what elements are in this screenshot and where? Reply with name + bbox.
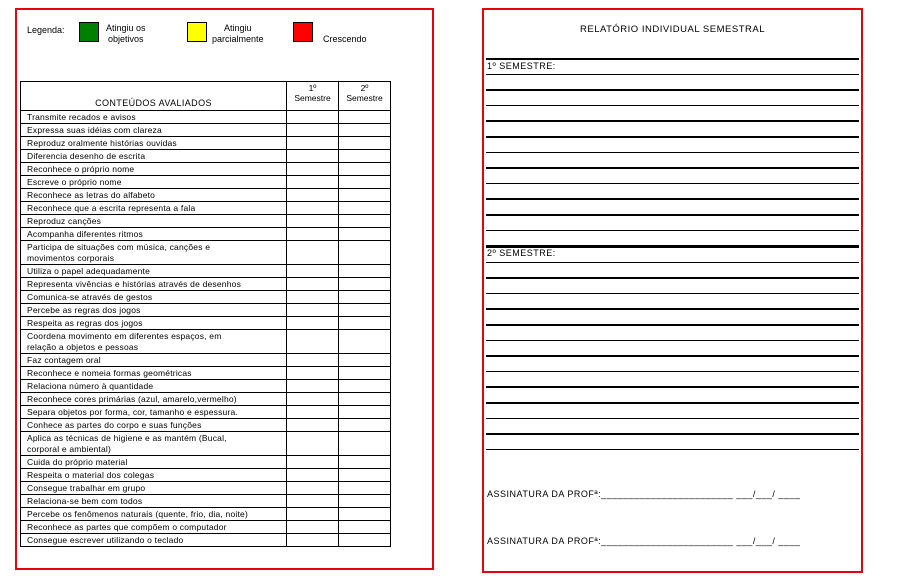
semester1-cell[interactable]: [287, 150, 339, 163]
evaluation-page: [15, 8, 434, 570]
semester2-cell[interactable]: [339, 432, 391, 456]
semester2-cell[interactable]: [339, 393, 391, 406]
content-item: Relaciona-se bem com todos: [21, 495, 287, 508]
semester1-cell[interactable]: [287, 163, 339, 176]
writing-line: [486, 214, 859, 216]
semester2-cell[interactable]: [339, 469, 391, 482]
semester1-cell[interactable]: [287, 367, 339, 380]
writing-line: [486, 277, 859, 279]
content-item: Reproduz canções: [21, 215, 287, 228]
semester2-cell[interactable]: [339, 354, 391, 367]
content-column-header: CONTEÚDOS AVALIADOS: [21, 82, 287, 111]
table-row: [21, 163, 391, 176]
content-item: Escreve o próprio nome: [21, 176, 287, 189]
semester1-label: 1º SEMESTRE:: [487, 61, 556, 71]
semester2-cell[interactable]: [339, 482, 391, 495]
writing-line: [486, 89, 859, 91]
semester1-cell[interactable]: [287, 202, 339, 215]
writing-line: [486, 371, 859, 373]
table-row: [21, 469, 391, 482]
writing-line: [486, 198, 859, 200]
content-item: Respeita o material dos colegas: [21, 469, 287, 482]
semester2-cell[interactable]: [339, 304, 391, 317]
semester1-cell[interactable]: [287, 469, 339, 482]
table-row: [21, 228, 391, 241]
writing-line: [486, 402, 859, 404]
content-item: Reproduz oralmente histórias ouvidas: [21, 137, 287, 150]
table-row: [21, 265, 391, 278]
semester1-cell[interactable]: [287, 380, 339, 393]
semester1-cell[interactable]: [287, 406, 339, 419]
semester1-column-header: 1º Semestre: [287, 82, 339, 111]
legend-title: Legenda:: [27, 25, 65, 35]
semester2-cell[interactable]: [339, 137, 391, 150]
table-row: [21, 137, 391, 150]
writing-line: [486, 74, 859, 76]
content-item: Utiliza o papel adequadamente: [21, 265, 287, 278]
semester2-column-header: 2º Semestre: [339, 82, 391, 111]
red-swatch: [293, 22, 313, 42]
semester1-cell[interactable]: [287, 111, 339, 124]
table-row: [21, 521, 391, 534]
table-row: [21, 495, 391, 508]
semester2-cell[interactable]: [339, 202, 391, 215]
semester1-cell[interactable]: [287, 317, 339, 330]
semester2-cell[interactable]: [339, 534, 391, 547]
content-item: Faz contagem oral: [21, 354, 287, 367]
legend-label-growing: Crescendo: [323, 34, 367, 44]
writing-line: [486, 308, 859, 310]
table-row: [21, 456, 391, 469]
semester2-cell[interactable]: [339, 291, 391, 304]
table-row: [21, 317, 391, 330]
content-item: Reconhece as letras do alfabeto: [21, 189, 287, 202]
table-row: [21, 150, 391, 163]
writing-line: [486, 167, 859, 169]
report-page: [482, 8, 863, 573]
semester1-cell[interactable]: [287, 354, 339, 367]
semester2-cell[interactable]: [339, 228, 391, 241]
writing-line: [486, 262, 859, 264]
writing-line: [486, 386, 859, 388]
semester1-cell[interactable]: [287, 393, 339, 406]
content-item: Representa vivências e histórias através de desenhos: [21, 278, 287, 291]
table-row: [21, 393, 391, 406]
semester2-cell[interactable]: [339, 265, 391, 278]
table-row: [21, 304, 391, 317]
evaluation-table-body: [21, 111, 391, 547]
writing-line: [486, 449, 859, 451]
semester1-cell[interactable]: [287, 278, 339, 291]
semester2-cell[interactable]: [339, 278, 391, 291]
writing-line: [486, 136, 859, 138]
table-row: [21, 508, 391, 521]
content-item: Reconhece e nomeia formas geométricas: [21, 367, 287, 380]
content-item: Coordena movimento em diferentes espaços, em relação a objetos e pessoas: [21, 330, 287, 354]
semester1-cell[interactable]: [287, 419, 339, 432]
content-item: Reconhece o próprio nome: [21, 163, 287, 176]
semester1-cell[interactable]: [287, 228, 339, 241]
semester1-cell[interactable]: [287, 482, 339, 495]
content-item: Comunica-se através de gestos: [21, 291, 287, 304]
semester2-label: 2º SEMESTRE:: [487, 248, 556, 258]
table-row: [21, 124, 391, 137]
table-row: [21, 432, 391, 456]
semester2-cell[interactable]: [339, 521, 391, 534]
semester2-cell[interactable]: [339, 215, 391, 228]
report-title: RELATÓRIO INDIVIDUAL SEMESTRAL: [580, 24, 765, 35]
semester1-cell[interactable]: [287, 241, 339, 265]
content-item: Consegue trabalhar em grupo: [21, 482, 287, 495]
semester1-cell[interactable]: [287, 330, 339, 354]
content-item: Relaciona número à quantidade: [21, 380, 287, 393]
writing-line: [486, 183, 859, 185]
content-item: Reconhece que a escrita representa a fala: [21, 202, 287, 215]
signature-line-2[interactable]: ASSINATURA DA PROFª:________________________ ___/___/ ____: [487, 536, 801, 546]
table-row: [21, 419, 391, 432]
table-row: [21, 406, 391, 419]
semester1-cell[interactable]: [287, 137, 339, 150]
table-row: [21, 111, 391, 124]
semester1-cell[interactable]: [287, 215, 339, 228]
semester1-cell[interactable]: [287, 495, 339, 508]
semester2-cell[interactable]: [339, 163, 391, 176]
table-row: [21, 215, 391, 228]
semester2-cell[interactable]: [339, 419, 391, 432]
evaluation-table: [20, 81, 391, 547]
writing-line: [486, 120, 859, 122]
semester1-cell[interactable]: [287, 176, 339, 189]
content-item: Separa objetos por forma, cor, tamanho e espessura.: [21, 406, 287, 419]
semester1-cell[interactable]: [287, 291, 339, 304]
writing-line: [486, 105, 859, 107]
content-item: Diferencia desenho de escrita: [21, 150, 287, 163]
semester2-cell[interactable]: [339, 367, 391, 380]
content-item: Transmite recados e avisos: [21, 111, 287, 124]
content-item: Respeita as regras dos jogos: [21, 317, 287, 330]
yellow-swatch: [187, 22, 207, 42]
writing-line: [486, 152, 859, 154]
semester1-cell[interactable]: [287, 534, 339, 547]
table-row: [21, 367, 391, 380]
semester2-cell[interactable]: [339, 495, 391, 508]
content-item: Aplica as técnicas de higiene e as mantém (Bucal, corporal e ambiental): [21, 432, 287, 456]
semester2-cell[interactable]: [339, 380, 391, 393]
signature-line-1[interactable]: ASSINATURA DA PROFª:________________________ ___/___/ ____: [487, 489, 801, 499]
table-row: [21, 189, 391, 202]
content-item: Reconhece as partes que compõem o computador: [21, 521, 287, 534]
semester2-cell[interactable]: [339, 189, 391, 202]
semester1-cell[interactable]: [287, 456, 339, 469]
writing-line: [486, 58, 859, 60]
writing-line: [486, 433, 859, 435]
writing-line: [486, 293, 859, 295]
writing-line: [486, 418, 859, 420]
table-row: [21, 534, 391, 547]
semester1-cell[interactable]: [287, 521, 339, 534]
content-item: Expressa suas idéias com clareza: [21, 124, 287, 137]
semester1-cell[interactable]: [287, 508, 339, 521]
table-row: [21, 202, 391, 215]
writing-line: [486, 355, 859, 357]
semester2-cell[interactable]: [339, 241, 391, 265]
content-item: Cuida do próprio material: [21, 456, 287, 469]
legend-label-partial: Atingiu parcialmente: [212, 23, 264, 44]
legend-label-achieved: Atingiu os objetivos: [106, 23, 146, 44]
semester1-cell[interactable]: [287, 189, 339, 202]
writing-line: [486, 230, 859, 232]
green-swatch: [79, 22, 99, 42]
semester1-cell[interactable]: [287, 432, 339, 456]
content-item: Reconhece cores primárias (azul, amarelo,vermelho): [21, 393, 287, 406]
writing-line: [486, 324, 859, 326]
semester2-cell[interactable]: [339, 150, 391, 163]
writing-line: [486, 340, 859, 342]
content-item: Conhece as partes do corpo e suas funções: [21, 419, 287, 432]
semester2-cell[interactable]: [339, 317, 391, 330]
content-item: Percebe os fenômenos naturais (quente, frio, dia, noite): [21, 508, 287, 521]
table-row: [21, 380, 391, 393]
semester2-cell[interactable]: [339, 456, 391, 469]
semester2-cell[interactable]: [339, 330, 391, 354]
semester2-cell[interactable]: [339, 508, 391, 521]
table-row: [21, 330, 391, 354]
semester2-cell[interactable]: [339, 406, 391, 419]
table-row: [21, 241, 391, 265]
table-row: [21, 291, 391, 304]
table-row: [21, 278, 391, 291]
semester1-cell[interactable]: [287, 124, 339, 137]
content-item: Acompanha diferentes ritmos: [21, 228, 287, 241]
semester1-cell[interactable]: [287, 304, 339, 317]
table-row: [21, 354, 391, 367]
semester2-cell[interactable]: [339, 111, 391, 124]
semester2-cell[interactable]: [339, 124, 391, 137]
semester1-cell[interactable]: [287, 265, 339, 278]
content-item: Participa de situações com música, canções e movimentos corporais: [21, 241, 287, 265]
content-item: Consegue escrever utilizando o teclado: [21, 534, 287, 547]
table-row: [21, 482, 391, 495]
semester2-cell[interactable]: [339, 176, 391, 189]
table-row: [21, 176, 391, 189]
content-item: Percebe as regras dos jogos: [21, 304, 287, 317]
